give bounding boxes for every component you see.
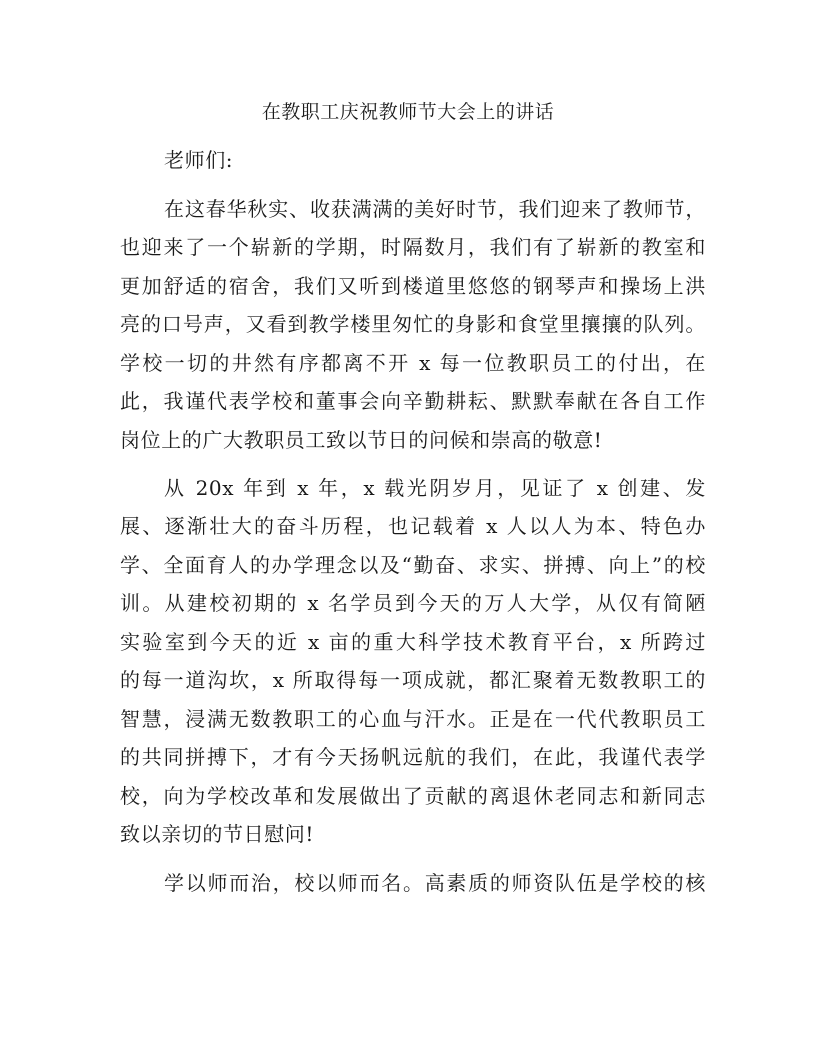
paragraph-line: 学以师而治，校以师而名。高素质的师资队伍是学校的核 (164, 871, 706, 895)
paragraph-line: 学校一切的井然有序都离不开 x 每一位教职员工的付出，在 (120, 351, 706, 375)
paragraph-line: 亮的口号声，又看到教学楼里匆忙的身影和食堂里攘攘的队列。 (120, 312, 706, 336)
paragraph-line: 的每一道沟坎，x 所取得每一项成就，都汇聚着无数教职工的 (120, 668, 706, 692)
paragraph-line: 智慧，浸满无数教职工的心血与汗水。正是在一代代教职员工 (120, 707, 706, 731)
paragraph-line: 展、逐渐壮大的奋斗历程，也记载着 x 人以人为本、特色办 (120, 514, 706, 538)
salutation: 老师们: (164, 148, 234, 172)
paragraph-line: 致以亲切的节日慰问! (120, 822, 315, 846)
paragraph-line: 岗位上的广大教职员工致以节日的问候和崇高的敬意! (120, 428, 603, 452)
paragraph-line: 校，向为学校改革和发展做出了贡献的离退休老同志和新同志 (120, 784, 706, 808)
paragraph-line: 从 20x 年到 x 年，x 载光阴岁月，见证了 x 创建、发 (164, 476, 706, 500)
document-title: 在教职工庆祝教师节大会上的讲话 (261, 101, 555, 123)
paragraph-line: 学、全面育人的办学理念以及“勤奋、求实、拼搏、向上”的校 (120, 553, 706, 577)
paragraph-line: 此，我谨代表学校和董事会向辛勤耕耘、默默奉献在各自工作 (120, 389, 706, 413)
paragraph-line: 更加舒适的宿舍，我们又听到楼道里悠悠的钢琴声和操场上洪 (120, 274, 706, 298)
paragraph-line: 也迎来了一个崭新的学期，时隔数月，我们有了崭新的教室和 (120, 235, 706, 259)
paragraph-line: 实验室到今天的近 x 亩的重大科学技术教育平台，x 所跨过 (120, 630, 706, 654)
paragraph-line: 的共同拼搏下，才有今天扬帆远航的我们，在此，我谨代表学 (120, 745, 706, 769)
paragraph-line: 在这春华秋实、收获满满的美好时节，我们迎来了教师节， (164, 197, 706, 221)
paragraph-line: 训。从建校初期的 x 名学员到今天的万人大学，从仅有简陋 (120, 591, 706, 615)
